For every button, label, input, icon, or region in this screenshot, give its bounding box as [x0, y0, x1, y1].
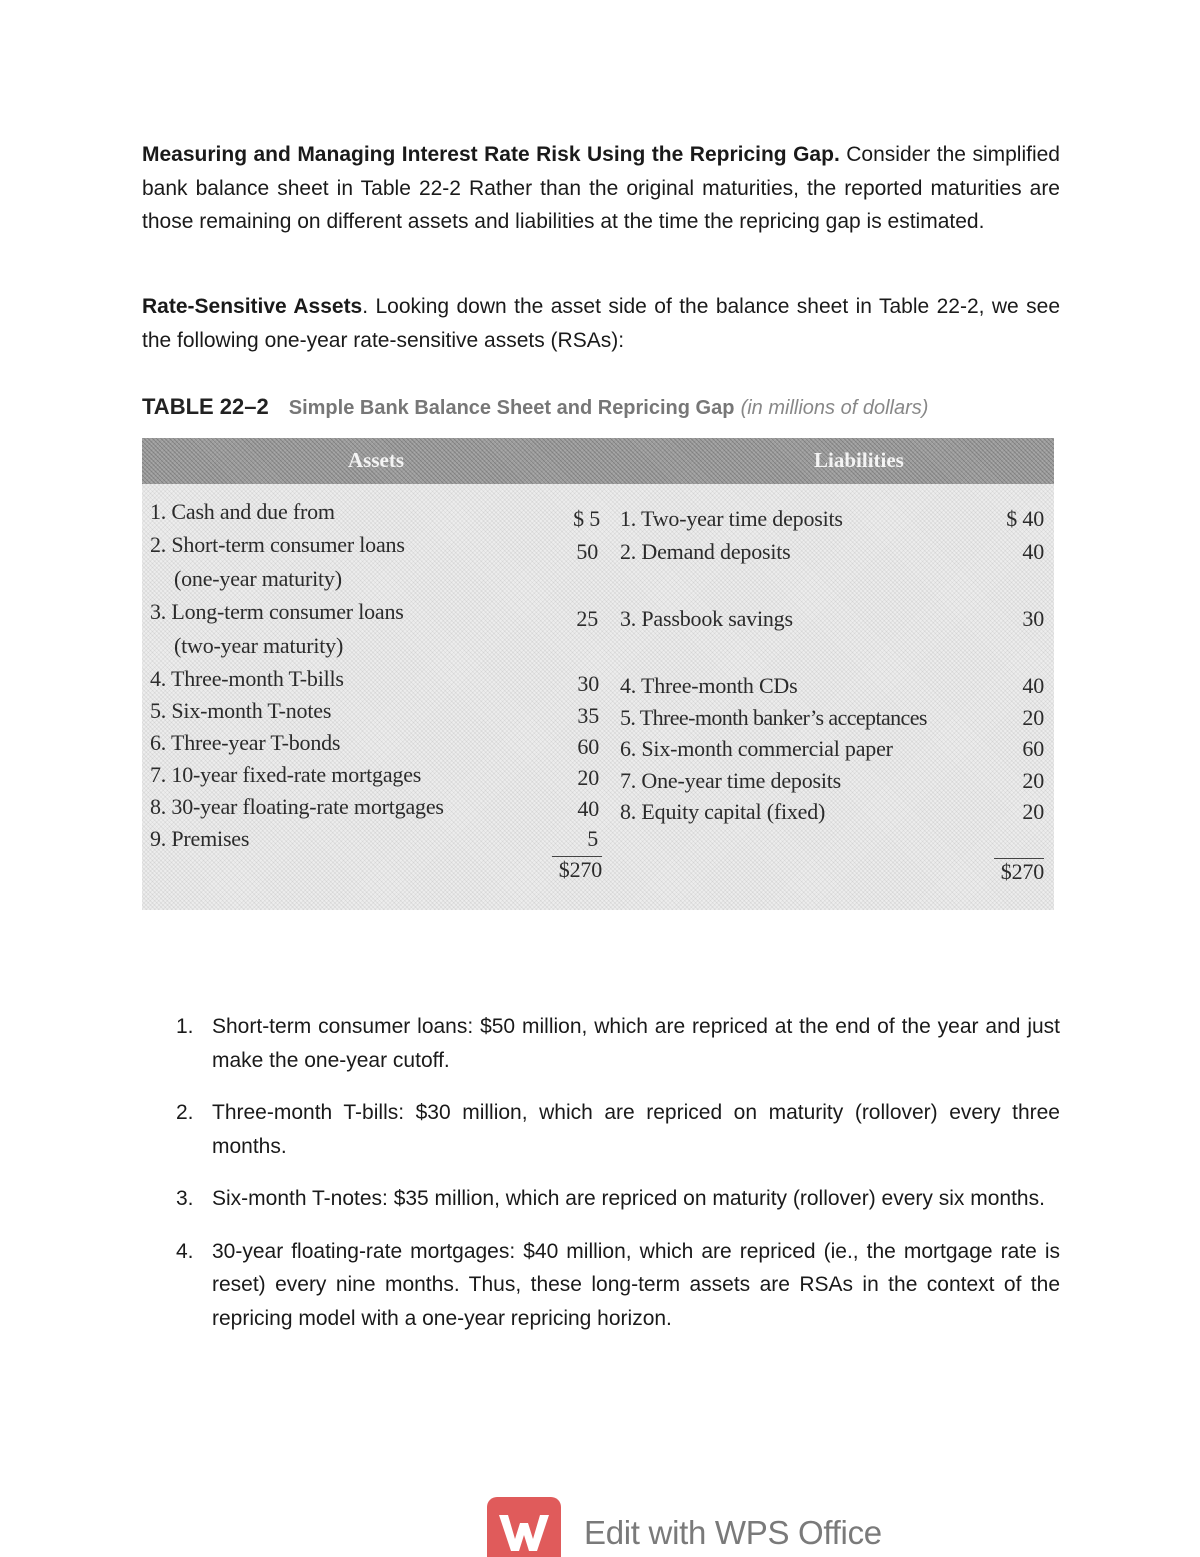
wps-w-mark-icon — [495, 1505, 553, 1557]
liability-label: 8. Equity capital (fixed) — [620, 799, 826, 824]
liability-amount: 20 — [1022, 799, 1044, 824]
asset-amount: 20 — [577, 765, 599, 790]
list-text: Three-month T-bills: $30 million, which are repriced on maturity (rollover) every three months. — [212, 1101, 1060, 1158]
liability-label: 6. Six-month commercial paper — [620, 736, 893, 761]
table-unit: (in millions of dollars) — [740, 397, 929, 419]
asset-amount: $ 5 — [573, 506, 600, 531]
liability-amount: $ 40 — [1006, 506, 1044, 531]
liability-amount: 40 — [1022, 539, 1044, 564]
liabilities-total: $270 — [994, 858, 1044, 885]
list-item — [176, 1235, 1060, 1336]
asset-label: 9. Premises — [150, 826, 250, 851]
liability-amount: 20 — [1022, 705, 1044, 730]
list-item — [176, 1182, 1060, 1216]
asset-label-detail: (one-year maturity) — [174, 566, 342, 591]
paragraph-repricing-gap — [142, 138, 1060, 239]
list-text: Six-month T-notes: $35 million, which are repriced on maturity (rollover) every six months. — [212, 1187, 1045, 1210]
asset-amount: 50 — [576, 539, 598, 564]
table-title: Simple Bank Balance Sheet and Repricing Gap — [288, 397, 735, 419]
list-item — [176, 1096, 1060, 1163]
asset-label: 6. Three-year T-bonds — [150, 730, 341, 755]
table-number: TABLE 22–2 — [142, 394, 269, 419]
balance-sheet-table — [142, 438, 1054, 910]
liability-label: 4. Three-month CDs — [620, 673, 798, 698]
edit-with-wps-link[interactable]: Edit with WPS Office — [584, 1514, 882, 1551]
paragraph-heading: Measuring and Managing Interest Rate Risk Using the Repricing Gap. — [142, 143, 840, 166]
assets-total: $270 — [552, 856, 602, 883]
liabilities-header: Liabilities — [814, 448, 904, 472]
asset-amount: 40 — [577, 796, 599, 821]
paragraph-heading: Rate-Sensitive Assets — [142, 295, 363, 318]
liability-label: 3. Passbook savings — [620, 606, 793, 631]
liability-label: 1. Two-year time deposits — [620, 506, 843, 531]
list-number: 3. — [176, 1187, 194, 1210]
list-item — [176, 1010, 1060, 1077]
liability-label: 2. Demand deposits — [620, 539, 791, 564]
asset-label-detail: (two-year maturity) — [174, 633, 344, 658]
asset-label: 8. 30-year floating-rate mortgages — [150, 794, 444, 819]
liability-amount: 40 — [1022, 673, 1044, 698]
asset-label: 1. Cash and due from — [150, 499, 335, 524]
paragraph-body: . Looking down the asset side of the balance sheet in Table 22-2, we see the following one-year rate-sensitive assets (RSAs): — [142, 295, 1060, 352]
wps-logo-icon[interactable] — [487, 1497, 561, 1557]
liability-label: 7. One-year time deposits — [620, 768, 842, 793]
asset-amount: 60 — [577, 734, 599, 759]
asset-label: 3. Long-term consumer loans — [150, 599, 404, 624]
liability-amount: 60 — [1022, 736, 1044, 761]
asset-label: 4. Three-month T-bills — [150, 666, 344, 691]
table-header-row — [142, 438, 1054, 484]
asset-label: 7. 10-year fixed-rate mortgages — [150, 762, 422, 787]
rsa-list — [176, 1010, 1060, 1354]
assets-header: Assets — [348, 448, 404, 472]
liability-label: 5. Three-month banker’s acceptances — [620, 705, 927, 730]
liability-amount: 30 — [1022, 606, 1044, 631]
paragraph-body: Consider the simplified bank balance sheet in Table 22-2 Rather than the original maturities, the reported maturities are those remaining on different assets and liabilities at the time the repricing gap is estimated. — [142, 143, 1060, 233]
asset-amount: 35 — [577, 703, 599, 728]
asset-label: 2. Short-term consumer loans — [150, 532, 405, 557]
list-text: Short-term consumer loans: $50 million, which are repriced at the end of the year and just make the one-year cutoff. — [212, 1015, 1060, 1072]
asset-amount: 30 — [577, 671, 599, 696]
asset-label: 5. Six-month T-notes — [150, 698, 332, 723]
asset-amount: 5 — [587, 826, 598, 851]
list-number: 2. — [176, 1101, 194, 1124]
paragraph-rate-sensitive-assets — [142, 290, 1060, 357]
table-caption — [142, 394, 1054, 420]
list-number: 1. — [176, 1015, 194, 1038]
asset-amount: 25 — [576, 606, 598, 631]
liability-amount: 20 — [1022, 768, 1044, 793]
list-number: 4. — [176, 1239, 194, 1263]
list-text: 30-year floating-rate mortgages: $40 million, which are repriced (ie., the mortgage rate is reset) every nine months. Thus, these long-term assets are RSAs in the context of the repricing model with a one-year repricing horizon. — [212, 1239, 1060, 1330]
